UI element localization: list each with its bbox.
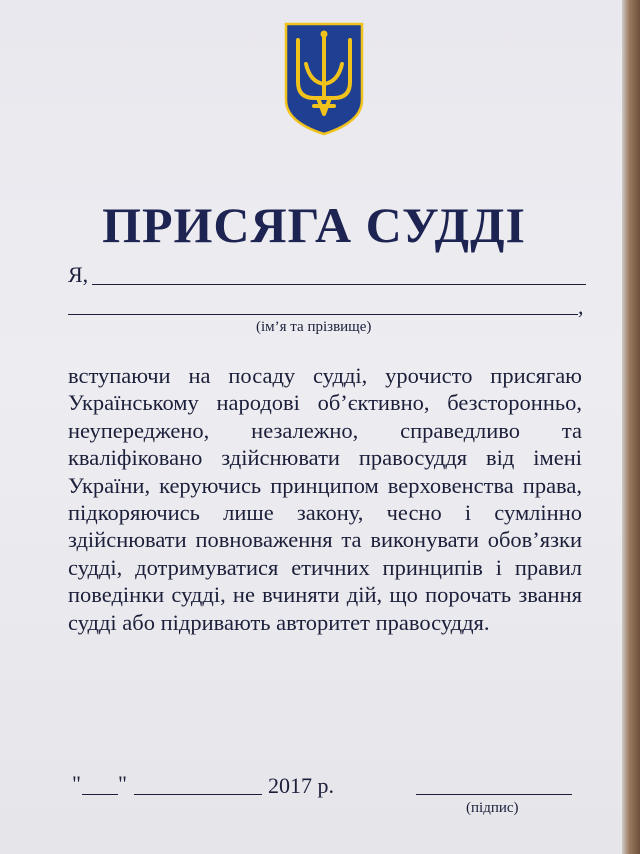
oath-text: вступаючи на посаду судді, урочисто присягаю Українському народові об’єктивно, безсторонньо, неупереджено, незалежно, справедливо та кваліфіковано здійснювати правосуддя від імені України, керуючись принципом верховенства права, підкоряючись лише закону, чесно і сумлінно здійснювати повноваження та виконувати обов’язки судді, дотримуватися етичних принципів і правил поведінки судді, не вчиняти дій, що порочать звання судді або підривають авторитет правосуддя. (68, 363, 582, 635)
date-open-quote: " (72, 771, 81, 796)
signature-line (416, 794, 572, 795)
name-prefix: Я, (68, 262, 89, 287)
day-blank (82, 794, 118, 795)
date-year: 2017 р. (268, 773, 334, 798)
background-table-edge (622, 0, 640, 854)
signature-caption: (підпис) (466, 800, 519, 816)
trident-coat-of-arms-icon (284, 22, 364, 136)
name-line-2 (68, 314, 578, 315)
name-line-comma: , (578, 294, 584, 319)
name-line-1 (92, 284, 586, 285)
date-close-quote: " (118, 771, 127, 796)
page-title: ПРИСЯГА СУДДІ (102, 197, 526, 253)
month-blank (134, 794, 262, 795)
name-caption: (ім’я та прізвище) (256, 319, 372, 335)
